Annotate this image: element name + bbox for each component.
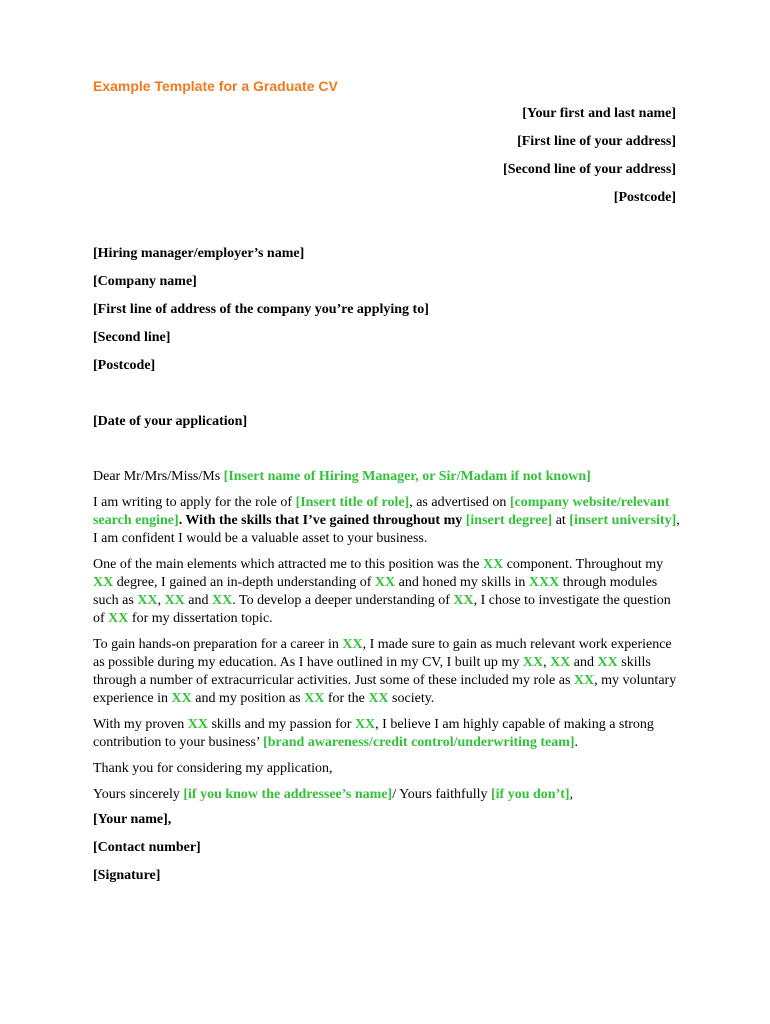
letter-body <box>93 244 683 894</box>
recipient-manager: [Hiring manager/employer’s name] <box>93 246 305 261</box>
signoff-block <box>93 810 683 894</box>
recipient-address <box>93 244 683 384</box>
signoff-signature: [Signature] <box>93 868 161 883</box>
placeholder-role: [Insert title of role] <box>295 495 410 510</box>
signoff-contact: [Contact number] <box>93 840 201 855</box>
application-date: [Date of your application] <box>93 414 248 429</box>
placeholder-degree: [insert degree] <box>465 513 553 528</box>
salutation: Dear Mr/Mrs/Miss/Ms [Insert name of Hiring Manager, or Sir/Madam if not known] <box>93 469 591 484</box>
sender-address-line-2: [Second line of your address] <box>503 162 676 177</box>
paragraph-4: With my proven XX skills and my passion for XX, I believe I am highly capable of making a strong contribution to your business’ [brand awareness/credit control/underwriting team]. <box>93 717 654 750</box>
paragraph-2: One of the main elements which attracted me to this position was the XX component. Throughout my XX degree, I gained an in-depth understanding of XX and honed my skills in XXX through modules such as XX, XX and XX. To develop a deeper understanding of XX, I chose to investigate the question of XX for my dissertation topic. <box>93 557 671 626</box>
recipient-postcode: [Postcode] <box>93 358 156 373</box>
sender-address <box>503 104 676 216</box>
closing-line: Yours sincerely [if you know the addressee’s name]/ Yours faithfully [if you don’t], <box>93 787 574 802</box>
sender-postcode: [Postcode] <box>613 190 676 205</box>
sender-address-line-1: [First line of your address] <box>517 134 676 149</box>
recipient-address-line-2: [Second line] <box>93 330 171 345</box>
sender-name: [Your first and last name] <box>522 106 676 121</box>
signoff-name: [Your name], <box>93 812 172 827</box>
placeholder-team: [brand awareness/credit control/underwriting team] <box>263 735 575 750</box>
placeholder-university: [insert university] <box>569 513 677 528</box>
document-title: Example Template for a Graduate CV <box>93 78 338 94</box>
placeholder-hiring-manager: [Insert name of Hiring Manager, or Sir/Madam if not known] <box>223 469 591 484</box>
recipient-company: [Company name] <box>93 274 197 289</box>
paragraph-3: To gain hands-on preparation for a career in XX, I made sure to gain as much relevant work experience as possible during my education. As I have outlined in my CV, I built up my XX, XX and XX skills through a number of extracurricular activities. Just some of these included my role as XX, my voluntary experience in XX and my position as XX for the XX society. <box>93 637 677 706</box>
thanks-line: Thank you for considering my application, <box>93 761 333 776</box>
application-date-block <box>93 412 683 440</box>
placeholder-site: [company website/relevant search engine] <box>93 495 670 528</box>
recipient-address-line-1: [First line of address of the company you’re applying to] <box>93 302 429 317</box>
paragraph-1: I am writing to apply for the role of [Insert title of role], as advertised on [company website/relevant search engine]. With the skills that I’ve gained throughout my [insert degree] at [insert university], I am confident I would be a valuable asset to your business. <box>93 495 680 546</box>
